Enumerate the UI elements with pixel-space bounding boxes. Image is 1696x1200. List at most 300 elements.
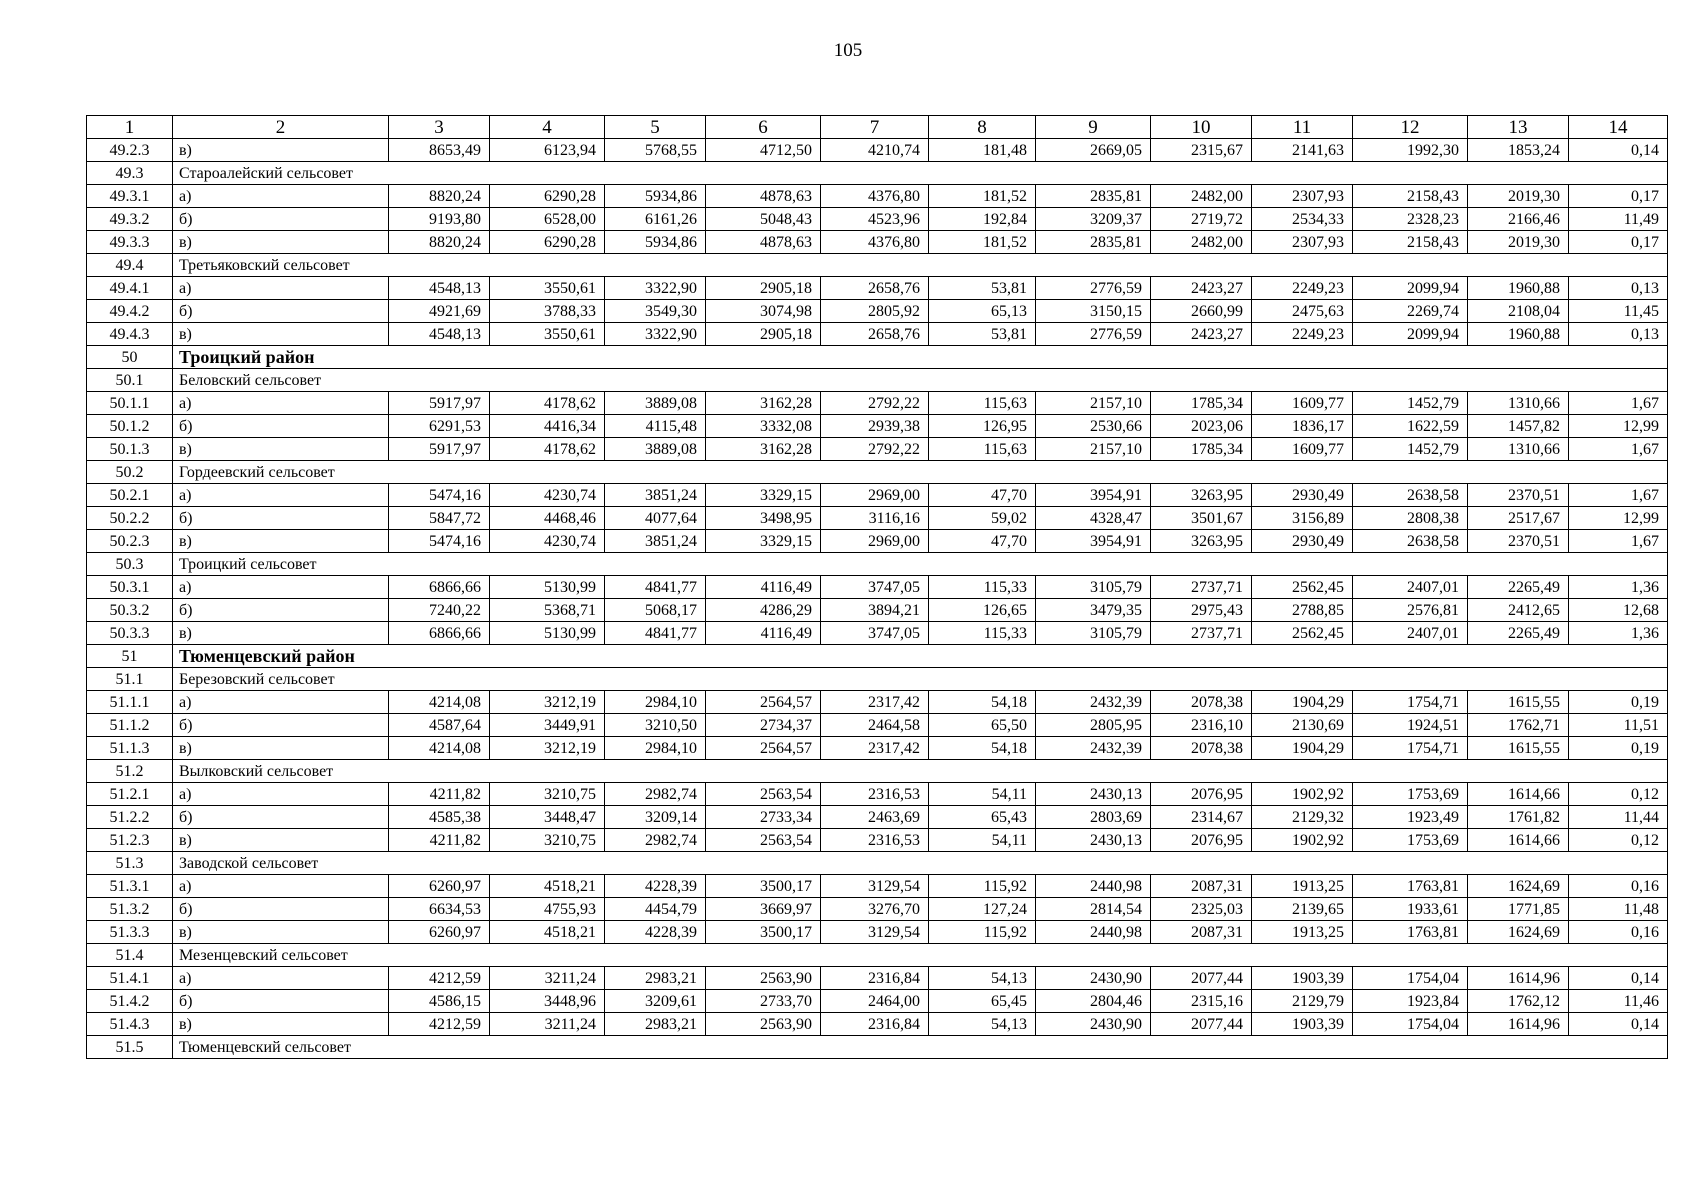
value-cell: 2792,22 [821,392,929,415]
value-cell: 11,48 [1569,898,1668,921]
column-header: 4 [490,116,605,139]
table-row [87,208,1668,231]
value-cell: 4376,80 [821,231,929,254]
row-code: 50.1.2 [87,415,173,438]
value-cell: 2158,43 [1353,231,1468,254]
value-cell: 0,19 [1569,737,1668,760]
value-cell: 1933,61 [1353,898,1468,921]
value-cell: 1753,69 [1353,829,1468,852]
column-header: 7 [821,116,929,139]
value-cell: 2432,39 [1036,737,1151,760]
value-cell: 2307,93 [1252,231,1353,254]
value-cell: 1,36 [1569,576,1668,599]
value-cell: 181,48 [929,139,1036,162]
value-cell: 5934,86 [605,185,706,208]
value-cell: 2562,45 [1252,622,1353,645]
value-cell: 11,45 [1569,300,1668,323]
value-cell: 3212,19 [490,737,605,760]
value-cell: 2564,57 [706,691,821,714]
value-cell: 4077,64 [605,507,706,530]
value-cell: 2108,04 [1468,300,1569,323]
value-cell: 2316,84 [821,1013,929,1036]
settlement-title: Гордеевский сельсовет [173,461,1668,484]
column-header: 1 [87,116,173,139]
value-cell: 5934,86 [605,231,706,254]
value-cell: 3322,90 [605,277,706,300]
value-cell: 1923,84 [1353,990,1468,1013]
table-row [87,622,1668,645]
value-cell: 2166,46 [1468,208,1569,231]
value-cell: 4212,59 [389,1013,490,1036]
value-cell: 2737,71 [1151,576,1252,599]
district-row [87,346,1668,369]
row-variant: в) [173,921,389,944]
value-cell: 2737,71 [1151,622,1252,645]
row-variant: а) [173,484,389,507]
value-cell: 3669,97 [706,898,821,921]
value-cell: 2482,00 [1151,185,1252,208]
value-cell: 3332,08 [706,415,821,438]
table-row [87,737,1668,760]
value-cell: 4328,47 [1036,507,1151,530]
row-code: 49.4.1 [87,277,173,300]
row-variant: в) [173,530,389,553]
section-row [87,668,1668,691]
value-cell: 65,13 [929,300,1036,323]
row-variant: в) [173,622,389,645]
value-cell: 2482,00 [1151,231,1252,254]
row-code: 51.1.2 [87,714,173,737]
value-cell: 2023,06 [1151,415,1252,438]
value-cell: 1903,39 [1252,1013,1353,1036]
value-cell: 1923,49 [1353,806,1468,829]
value-cell: 1904,29 [1252,737,1353,760]
value-cell: 2430,13 [1036,829,1151,852]
column-header: 14 [1569,116,1668,139]
value-cell: 5474,16 [389,530,490,553]
value-cell: 2638,58 [1353,484,1468,507]
settlement-title: Заводской сельсовет [173,852,1668,875]
value-cell: 2141,63 [1252,139,1353,162]
row-code: 50.2.3 [87,530,173,553]
value-cell: 2157,10 [1036,438,1151,461]
value-cell: 47,70 [929,530,1036,553]
value-cell: 1,67 [1569,484,1668,507]
value-cell: 1310,66 [1468,438,1569,461]
value-cell: 2969,00 [821,530,929,553]
value-cell: 3209,37 [1036,208,1151,231]
row-code: 51.4 [87,944,173,967]
value-cell: 2430,90 [1036,1013,1151,1036]
value-cell: 2019,30 [1468,185,1569,208]
settlement-title: Беловский сельсовет [173,369,1668,392]
value-cell: 1,67 [1569,392,1668,415]
value-cell: 2638,58 [1353,530,1468,553]
value-cell: 6866,66 [389,576,490,599]
value-cell: 2835,81 [1036,185,1151,208]
value-cell: 6866,66 [389,622,490,645]
value-cell: 2087,31 [1151,875,1252,898]
value-cell: 2939,38 [821,415,929,438]
value-cell: 5847,72 [389,507,490,530]
value-cell: 2464,58 [821,714,929,737]
row-variant: в) [173,829,389,852]
value-cell: 4518,21 [490,921,605,944]
value-cell: 2078,38 [1151,737,1252,760]
table-row [87,185,1668,208]
value-cell: 3889,08 [605,438,706,461]
table-row [87,438,1668,461]
value-cell: 2803,69 [1036,806,1151,829]
settlement-title: Третьяковский сельсовет [173,254,1668,277]
value-cell: 3209,14 [605,806,706,829]
row-code: 49.4.2 [87,300,173,323]
value-cell: 3209,61 [605,990,706,1013]
value-cell: 2814,54 [1036,898,1151,921]
row-variant: а) [173,277,389,300]
row-variant: а) [173,392,389,415]
value-cell: 3329,15 [706,484,821,507]
value-cell: 3150,15 [1036,300,1151,323]
value-cell: 4841,77 [605,622,706,645]
value-cell: 2564,57 [706,737,821,760]
value-cell: 1853,24 [1468,139,1569,162]
value-cell: 5474,16 [389,484,490,507]
row-variant: а) [173,875,389,898]
value-cell: 2076,95 [1151,829,1252,852]
row-code: 51.4.2 [87,990,173,1013]
value-cell: 5130,99 [490,576,605,599]
tariff-table [86,115,1668,1059]
column-header: 10 [1151,116,1252,139]
value-cell: 3156,89 [1252,507,1353,530]
value-cell: 2407,01 [1353,576,1468,599]
value-cell: 3851,24 [605,530,706,553]
table-row [87,898,1668,921]
section-row [87,461,1668,484]
value-cell: 1452,79 [1353,438,1468,461]
value-cell: 3501,67 [1151,507,1252,530]
value-cell: 4178,62 [490,392,605,415]
value-cell: 2475,63 [1252,300,1353,323]
district-row [87,645,1668,668]
value-cell: 4212,59 [389,967,490,990]
table-row [87,990,1668,1013]
value-cell: 2733,70 [706,990,821,1013]
table-row [87,323,1668,346]
value-cell: 2314,67 [1151,806,1252,829]
value-cell: 3263,95 [1151,484,1252,507]
value-cell: 127,24 [929,898,1036,921]
value-cell: 1913,25 [1252,921,1353,944]
table-row [87,967,1668,990]
value-cell: 2930,49 [1252,484,1353,507]
table-row [87,875,1668,898]
row-code: 51.3.1 [87,875,173,898]
column-header: 5 [605,116,706,139]
value-cell: 1753,69 [1353,783,1468,806]
value-cell: 4712,50 [706,139,821,162]
value-cell: 12,68 [1569,599,1668,622]
value-cell: 5068,17 [605,599,706,622]
value-cell: 65,45 [929,990,1036,1013]
value-cell: 2563,90 [706,1013,821,1036]
value-cell: 2325,03 [1151,898,1252,921]
page-number: 105 [833,40,863,61]
value-cell: 1904,29 [1252,691,1353,714]
value-cell: 53,81 [929,277,1036,300]
column-header: 8 [929,116,1036,139]
value-cell: 0,14 [1569,139,1668,162]
value-cell: 12,99 [1569,507,1668,530]
value-cell: 2315,67 [1151,139,1252,162]
column-header: 12 [1353,116,1468,139]
value-cell: 2719,72 [1151,208,1252,231]
value-cell: 1310,66 [1468,392,1569,415]
row-variant: в) [173,231,389,254]
value-cell: 1609,77 [1252,438,1353,461]
row-code: 49.3.1 [87,185,173,208]
value-cell: 3074,98 [706,300,821,323]
section-row [87,553,1668,576]
row-variant: б) [173,806,389,829]
value-cell: 6260,97 [389,875,490,898]
value-cell: 4116,49 [706,622,821,645]
row-variant: а) [173,783,389,806]
table-row [87,829,1668,852]
row-variant: а) [173,185,389,208]
value-cell: 3276,70 [821,898,929,921]
row-code: 50.2.2 [87,507,173,530]
value-cell: 2265,49 [1468,622,1569,645]
value-cell: 2099,94 [1353,323,1468,346]
value-cell: 6290,28 [490,231,605,254]
value-cell: 2412,65 [1468,599,1569,622]
value-cell: 2530,66 [1036,415,1151,438]
value-cell: 3210,50 [605,714,706,737]
settlement-title: Мезенцевский сельсовет [173,944,1668,967]
row-code: 51.4.1 [87,967,173,990]
value-cell: 2983,21 [605,967,706,990]
value-cell: 3498,95 [706,507,821,530]
value-cell: 3889,08 [605,392,706,415]
value-cell: 6291,53 [389,415,490,438]
row-code: 50.2.1 [87,484,173,507]
value-cell: 2158,43 [1353,185,1468,208]
row-variant: в) [173,1013,389,1036]
value-cell: 2788,85 [1252,599,1353,622]
value-cell: 1457,82 [1468,415,1569,438]
value-cell: 1785,34 [1151,438,1252,461]
value-cell: 3116,16 [821,507,929,530]
value-cell: 2315,16 [1151,990,1252,1013]
value-cell: 4286,29 [706,599,821,622]
value-cell: 2078,38 [1151,691,1252,714]
row-code: 50.1.3 [87,438,173,461]
row-variant: б) [173,415,389,438]
value-cell: 5048,43 [706,208,821,231]
value-cell: 2984,10 [605,737,706,760]
value-cell: 2249,23 [1252,277,1353,300]
section-row [87,852,1668,875]
column-header: 9 [1036,116,1151,139]
row-variant: б) [173,300,389,323]
value-cell: 2316,53 [821,783,929,806]
value-cell: 4214,08 [389,691,490,714]
value-cell: 53,81 [929,323,1036,346]
value-cell: 3263,95 [1151,530,1252,553]
value-cell: 2129,32 [1252,806,1353,829]
value-cell: 11,44 [1569,806,1668,829]
value-cell: 2316,53 [821,829,929,852]
table-row [87,576,1668,599]
value-cell: 126,95 [929,415,1036,438]
value-cell: 2734,37 [706,714,821,737]
value-cell: 0,16 [1569,875,1668,898]
value-cell: 1924,51 [1353,714,1468,737]
table-row [87,1013,1668,1036]
row-code: 50.1.1 [87,392,173,415]
value-cell: 4548,13 [389,277,490,300]
row-code: 51.2.3 [87,829,173,852]
table-row [87,714,1668,737]
value-cell: 3162,28 [706,392,821,415]
value-cell: 1785,34 [1151,392,1252,415]
value-cell: 115,63 [929,392,1036,415]
value-cell: 4228,39 [605,921,706,944]
value-cell: 2983,21 [605,1013,706,1036]
value-cell: 4454,79 [605,898,706,921]
value-cell: 2269,74 [1353,300,1468,323]
value-cell: 2808,38 [1353,507,1468,530]
row-code: 50.3 [87,553,173,576]
value-cell: 3747,05 [821,576,929,599]
value-cell: 2307,93 [1252,185,1353,208]
row-variant: а) [173,967,389,990]
value-cell: 3500,17 [706,875,821,898]
value-cell: 2563,54 [706,829,821,852]
value-cell: 181,52 [929,231,1036,254]
value-cell: 1902,92 [1252,829,1353,852]
value-cell: 4230,74 [490,484,605,507]
row-code: 51.2.1 [87,783,173,806]
value-cell: 1615,55 [1468,737,1569,760]
table-body [87,139,1668,1059]
table-row [87,484,1668,507]
value-cell: 1960,88 [1468,323,1569,346]
section-row [87,254,1668,277]
value-cell: 4228,39 [605,875,706,898]
table-row [87,415,1668,438]
value-cell: 3449,91 [490,714,605,737]
value-cell: 1903,39 [1252,967,1353,990]
row-code: 49.4 [87,254,173,277]
value-cell: 1762,71 [1468,714,1569,737]
column-header: 6 [706,116,821,139]
value-cell: 4523,96 [821,208,929,231]
value-cell: 5130,99 [490,622,605,645]
value-cell: 2317,42 [821,691,929,714]
value-cell: 115,63 [929,438,1036,461]
value-cell: 2669,05 [1036,139,1151,162]
value-cell: 54,13 [929,1013,1036,1036]
row-code: 49.3 [87,162,173,185]
value-cell: 2463,69 [821,806,929,829]
value-cell: 2249,23 [1252,323,1353,346]
table-row [87,277,1668,300]
row-code: 51.3 [87,852,173,875]
value-cell: 0,17 [1569,231,1668,254]
row-code: 51.1.3 [87,737,173,760]
section-row [87,760,1668,783]
value-cell: 0,16 [1569,921,1668,944]
value-cell: 3105,79 [1036,622,1151,645]
value-cell: 6634,53 [389,898,490,921]
value-cell: 115,33 [929,576,1036,599]
value-cell: 3329,15 [706,530,821,553]
value-cell: 54,11 [929,783,1036,806]
row-variant: в) [173,139,389,162]
value-cell: 1754,71 [1353,737,1468,760]
value-cell: 3210,75 [490,783,605,806]
value-cell: 2370,51 [1468,530,1569,553]
value-cell: 0,13 [1569,277,1668,300]
row-code: 51.1 [87,668,173,691]
value-cell: 59,02 [929,507,1036,530]
row-code: 49.2.3 [87,139,173,162]
value-cell: 3479,35 [1036,599,1151,622]
section-row [87,1036,1668,1059]
row-code: 50.1 [87,369,173,392]
value-cell: 2930,49 [1252,530,1353,553]
value-cell: 2129,79 [1252,990,1353,1013]
value-cell: 3851,24 [605,484,706,507]
row-variant: в) [173,323,389,346]
district-title: Троицкий район [173,346,1668,369]
value-cell: 4178,62 [490,438,605,461]
column-header: 13 [1468,116,1569,139]
table-row [87,599,1668,622]
value-cell: 54,18 [929,737,1036,760]
value-cell: 2563,54 [706,783,821,806]
value-cell: 1614,96 [1468,967,1569,990]
value-cell: 2660,99 [1151,300,1252,323]
value-cell: 2076,95 [1151,783,1252,806]
value-cell: 3549,30 [605,300,706,323]
value-cell: 2975,43 [1151,599,1252,622]
column-header: 3 [389,116,490,139]
value-cell: 4921,69 [389,300,490,323]
value-cell: 12,99 [1569,415,1668,438]
value-cell: 4587,64 [389,714,490,737]
value-cell: 3162,28 [706,438,821,461]
value-cell: 2658,76 [821,323,929,346]
value-cell: 2099,94 [1353,277,1468,300]
value-cell: 1754,71 [1353,691,1468,714]
value-cell: 2087,31 [1151,921,1252,944]
value-cell: 2835,81 [1036,231,1151,254]
value-cell: 6260,97 [389,921,490,944]
value-cell: 2423,27 [1151,323,1252,346]
value-cell: 3211,24 [490,967,605,990]
section-row [87,162,1668,185]
value-cell: 6161,26 [605,208,706,231]
row-variant: в) [173,438,389,461]
value-cell: 4211,82 [389,783,490,806]
value-cell: 5768,55 [605,139,706,162]
column-header: 2 [173,116,389,139]
value-cell: 2905,18 [706,277,821,300]
